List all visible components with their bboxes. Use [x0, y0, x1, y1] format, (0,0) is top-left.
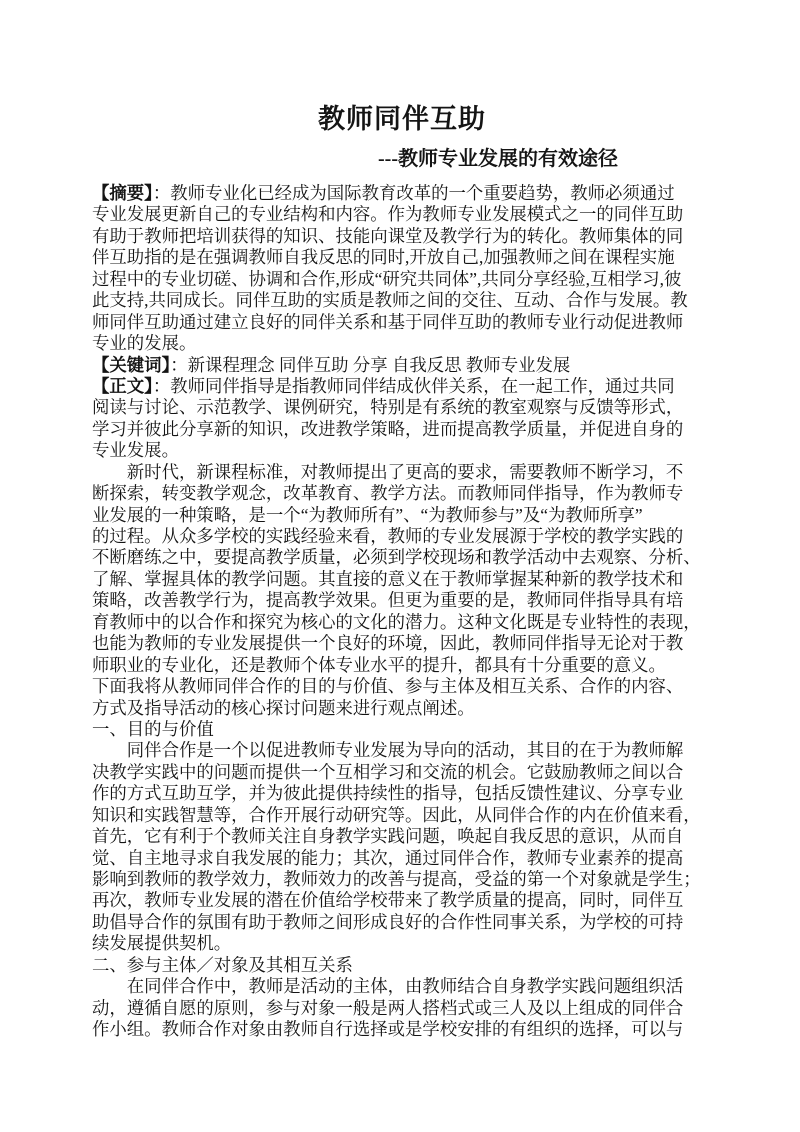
main-label: 【正文】 — [92, 375, 153, 396]
text-line: 首先，它有利于个教师关注自身教学实践问题，唤起自我反思的意识，从而自 — [92, 826, 684, 847]
text-line: 知识和实践智慧等，合作开展行动研究等。因此，从同伴合作的内在价值来看， — [92, 804, 701, 825]
text-line: 动，遵循自愿的原则，参与对象一般是两人搭档式或三人及以上组成的同伴合 — [92, 997, 684, 1018]
text-line: 有助于教师把培训获得的知识、技能向课堂及教学行为的转化。教师集体的同 — [92, 225, 684, 246]
text-line: 策略，改善教学行为，提高教学效果。但更为重要的是，教师同伴指导具有培 — [92, 590, 684, 611]
text-line: 的过程。从众多学校的实践经验来看，教师的专业发展源于学校的教学实践的 — [92, 526, 684, 546]
text-line: 作小组。教师合作对象由教师自行选择或是学校安排的有组织的选择，可以与 — [92, 1019, 684, 1040]
keywords-label: 【关键词】 — [92, 354, 171, 375]
abstract-first-line-text: ：教师专业化已经成为国际教育改革的一个重要趋势，教师必须通过 — [152, 183, 675, 203]
section-1-heading: 一、目的与价值 — [92, 718, 214, 739]
main-first-line-text: ：教师同伴指导是指教师同伴结成伙伴关系，在一起工作，通过共同 — [152, 375, 675, 396]
document-content — [92, 100, 712, 1041]
text-line: 下面我将从教师同伴合作的目的与价值、参与主体及相互关系、合作的内容、 — [92, 676, 684, 697]
text-line: 新时代，新课程标准，对教师提出了更高的要求，需要教师不断学习，不 — [92, 461, 684, 482]
text-line: 影响到教师的教学效力，教师效力的改善与提高，受益的第一个对象就是学生； — [92, 869, 701, 889]
paragraph2-lines — [92, 462, 712, 719]
text-line: 同伴合作是一个以促进教师专业发展为导向的活动，其目的在于为教师解 — [92, 740, 684, 761]
document-subtitle: ---教师专业发展的有效途径 — [378, 148, 618, 170]
keywords-line — [92, 355, 712, 376]
text-line: 学习并彼此分享新的知识，改进教学策略，进而提高教学质量，并促进自身的 — [92, 418, 684, 439]
text-line: 断探索，转变教学观念，改革教育、教学方法。而教师同伴指导，作为教师专 — [92, 483, 684, 504]
text-line: 伴互助指的是在强调教师自我反思的同时,开放自己,加强教师之间在课程实施 — [92, 247, 675, 268]
abstract-first-line — [92, 183, 712, 204]
text-line: 师职业的专业化，还是教师个体专业水平的提升，都具有十分重要的意义。 — [92, 654, 666, 675]
text-line: 觉、自主地寻求自我发展的能力；其次，通过同伴合作，教师专业素养的提高 — [92, 847, 684, 868]
text-line: 专业发展。 — [92, 440, 179, 461]
text-line: 专业发展更新自己的专业结构和内容。作为教师专业发展模式之一的同伴互助 — [92, 204, 684, 225]
keywords-text: ：新课程理念 同伴互助 分享 自我反思 教师专业发展 — [170, 354, 571, 375]
section-2-lines — [92, 976, 712, 1040]
abstract-label: 【摘要】 — [92, 183, 153, 203]
text-line: 决教学实践中的问题而提供一个互相学习和交流的机会。它鼓励教师之间以合 — [92, 761, 684, 782]
main-first-line — [92, 376, 712, 397]
text-line: 不断磨练之中，要提高教学质量，必须到学校现场和教学活动中去观察、分析、 — [92, 547, 701, 568]
text-line: 此支持,共同成长。同伴互助的实质是教师之间的交往、互动、合作与发展。教 — [92, 290, 688, 311]
section-1-lines — [92, 740, 712, 954]
section-2-heading: 二、参与主体／对象及其相互关系 — [92, 954, 353, 975]
text-line: 业发展的一种策略，是一个“为教师所有”、“为教师参与”及“为教师所享” — [92, 504, 643, 525]
document-title: 教师同伴互助 — [318, 104, 486, 134]
text-line: 在同伴合作中，教师是活动的主体，由教师结合自身教学实践问题组织活 — [92, 976, 684, 997]
text-line: 方式及指导活动的核心探讨问题来进行观点阐述。 — [92, 697, 475, 718]
document-body — [92, 183, 712, 1041]
text-line: 作的方式互助互学，并为彼此提供持续性的指导，包括反馈性建议、分享专业 — [92, 783, 684, 804]
text-line: 过程中的专业切磋、协调和合作,形成“研究共同体”,共同分享经验,互相学习,彼 — [92, 268, 682, 289]
abstract-lines — [92, 204, 712, 354]
text-line: 专业的发展。 — [92, 333, 197, 354]
main-lines — [92, 397, 712, 461]
text-line: 续发展提供契机。 — [92, 933, 232, 954]
text-line: 师同伴互助通过建立良好的同伴关系和基于同伴互助的教师专业行动促进教师 — [92, 311, 684, 332]
text-line: 也能为教师的专业发展提供一个良好的环境，因此，教师同伴指导无论对于教 — [92, 633, 684, 654]
text-line: 再次，教师专业发展的潜在价值给学校带来了教学质量的提高，同时，同伴互 — [92, 890, 684, 911]
text-line: 了解、掌握具体的教学问题。其直接的意义在于教师掌握某种新的教学技术和 — [92, 568, 684, 589]
text-line: 育教师中的以合作和探究为核心的文化的潜力。这种文化既是专业特性的表现， — [92, 611, 701, 632]
text-line: 阅读与讨论、示范教学、课例研究，特别是有系统的教室观察与反馈等形式， — [92, 397, 684, 418]
text-line: 助倡导合作的氛围有助于教师之间形成良好的合作性同事关系，为学校的可持 — [92, 911, 684, 932]
